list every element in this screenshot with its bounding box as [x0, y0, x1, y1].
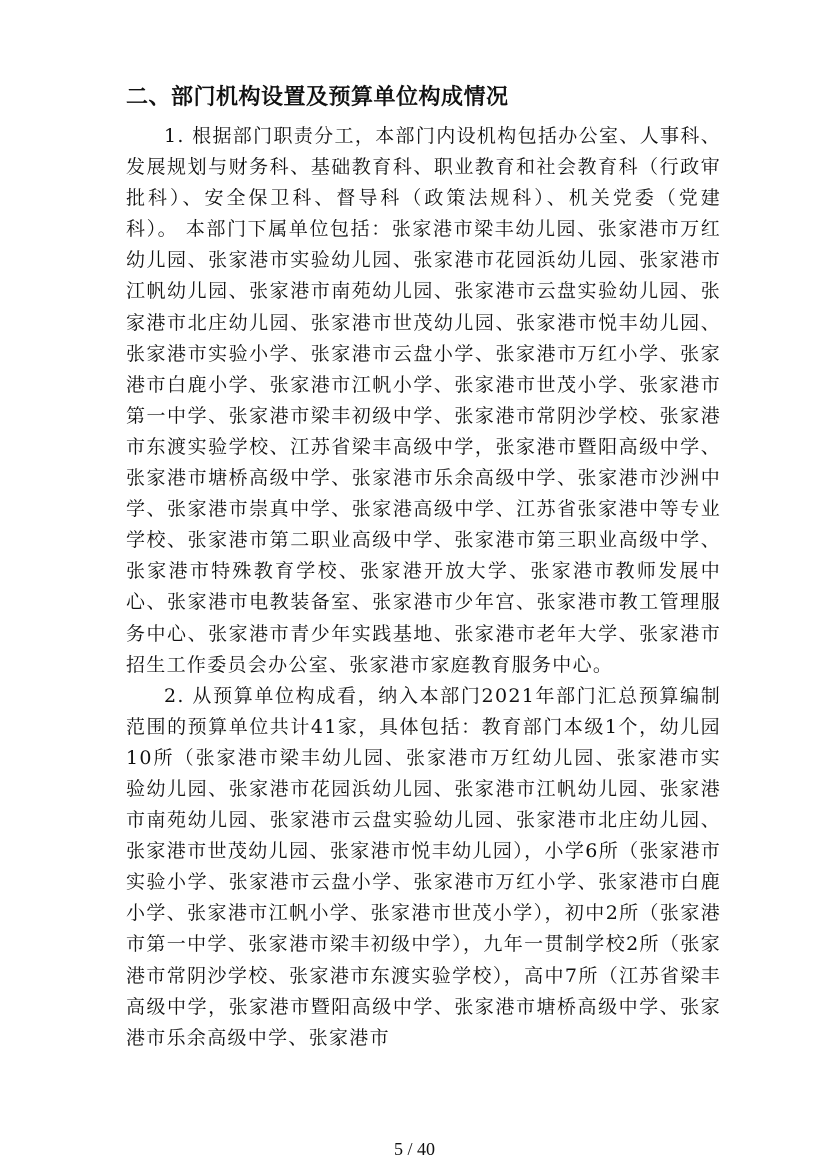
paragraph-budget-units: 2. 从预算单位构成看，纳入本部门2021年部门汇总预算编制范围的预算单位共计41家，具体包括：教育部门本级1个，幼儿园10所（张家港市梁丰幼儿园、张家港市万红幼儿园、张家港市实验幼儿园、张家港市花园浜幼儿园、张家港市江帆幼儿园、张家港市南苑幼儿园、张家港市云盘实验幼儿园、张家港市北庄幼儿园、张家港市世茂幼儿园、张家港市悦丰幼儿园），小学6所（张家港市实验小学、张家港市云盘小学、张家港市万红小学、张家港市白鹿小学、张家港市江帆小学、张家港市世茂小学），初中2所（张家港市第一中学、张家港市梁丰初级中学），九年一贯制学校2所（张家港市常阴沙学校、张家港市东渡实验学校），高中7所（江苏省梁丰高级中学，张家港市暨阳高级中学、张家港市塘桥高级中学、张家港市乐余高级中学、张家港市: [126, 684, 721, 1049]
section-heading: 二、部门机构设置及预算单位构成情况: [126, 85, 509, 110]
paragraph-internal-structure: 1. 根据部门职责分工，本部门内设机构包括办公室、人事科、发展规划与财务科、基础教育科、职业教育和社会教育科（行政审批科）、安全保卫科、督导科（政策法规科）、机关党委（党建科）。 本部门下属单位包括：张家港市梁丰幼儿园、张家港市万红幼儿园、张家港市实验幼儿园、张家港市花园浜幼儿园、张家港市江帆幼儿园、张家港市南苑幼儿园、张家港市云盘实验幼儿园、张家港市北庄幼儿园、张家港市世茂幼儿园、张家港市悦丰幼儿园、张家港市实验小学、张家港市云盘小学、张家港市万红小学、张家港市白鹿小学、张家港市江帆小学、张家港市世茂小学、张家港市第一中学、张家港市梁丰初级中学、张家港市常阴沙学校、张家港市东渡实验学校、江苏省梁丰高级中学，张家港市暨阳高级中学、张家港市塘桥高级中学、张家港市乐余高级中学、张家港市沙洲中学、张家港市崇真中学、张家港高级中学、江苏省张家港中等专业学校、张家港市第二职业高级中学、张家港市第三职业高级中学、张家港市特殊教育学校、张家港开放大学、张家港市教师发展中心、张家港市电教装备室、张家港市少年宫、张家港市教工管理服务中心、张家港市青少年实践基地、张家港市老年大学、张家港市招生工作委员会办公室、张家港市家庭教育服务中心。: [126, 125, 721, 676]
body-text: [126, 121, 721, 1054]
page-number: 5 / 40: [393, 1139, 435, 1159]
